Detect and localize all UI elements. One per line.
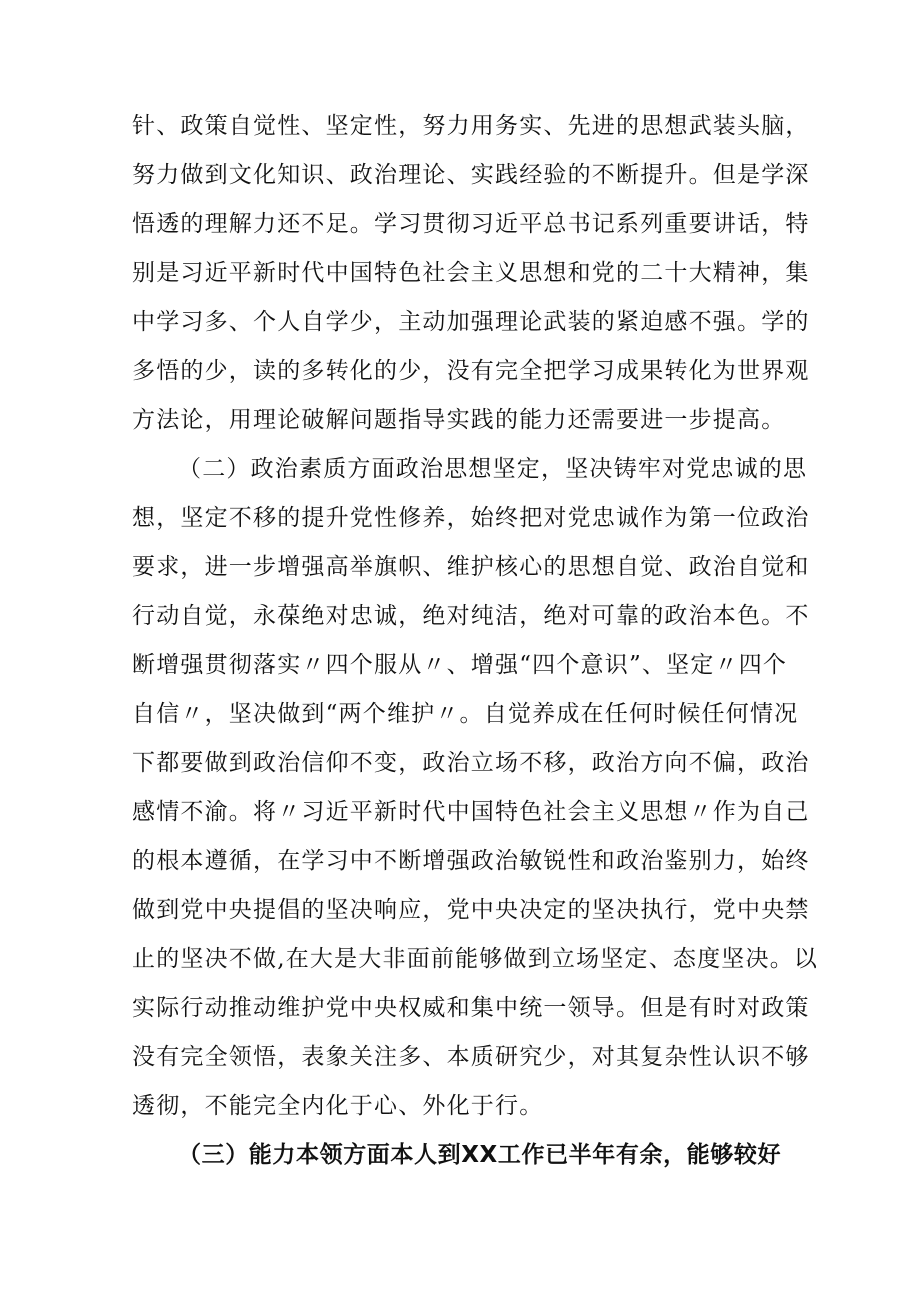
text-line: 没有完全领悟，表象关注多、本质研究少，对其复杂性认识不够	[132, 1044, 810, 1070]
text-line: 方法论，用理论破解问题指导实践的能力还需要进一步提高。	[132, 407, 786, 433]
text-line: 针、政策自觉性、坚定性，努力用务实、先进的思想武装头脑，	[132, 113, 810, 139]
text-line: 下都要做到政治信仰不变，政治立场不移，政治方向不偏，政治	[132, 750, 810, 776]
section-heading-2: （二）政治素质方面政治思想坚定，坚决铸牢对党忠诚的思	[178, 456, 808, 482]
text-line: 断增强贯彻落实〃四个服从〃、增强“四个意识”、坚定〃四个	[132, 652, 788, 678]
text-line: 实际行动推动维护党中央权威和集中统一领导。但是有时对政策	[132, 995, 810, 1021]
text-line: 的根本遵循，在学习中不断增强政治敏锐性和政治鉴别力，始终	[132, 848, 810, 874]
text-line: 行动自觉，永葆绝对忠诚，绝对纯洁，绝对可靠的政治本色。不	[132, 603, 810, 629]
text-line: 止的坚决不做,在大是大非面前能够做到立场坚定、态度坚决。以	[132, 946, 819, 972]
text-line: 别是习近平新时代中国特色社会主义思想和党的二十大精神，集	[132, 260, 810, 286]
text-line: 透彻，不能完全内化于心、外化于行。	[132, 1093, 544, 1119]
text-line: 努力做到文化知识、政治理论、实践经验的不断提升。但是学深	[132, 162, 810, 188]
text-line: 做到党中央提倡的坚决响应，党中央决定的坚决执行，党中央禁	[132, 897, 810, 923]
text-line: 多悟的少，读的多转化的少，没有完全把学习成果转化为世界观	[132, 358, 810, 384]
text-line: 感情不渝。将〃习近平新时代中国特色社会主义思想〃作为自己	[132, 799, 810, 825]
text-line: 自信〃，坚决做到“两个维护〃。自觉养成在任何时候任何情况	[132, 701, 799, 727]
text-line: 想，坚定不移的提升党性修养，始终把对党忠诚作为第一位政治	[132, 505, 810, 531]
section-heading-3: （三）能力本领方面本人到XX工作已半年有余，能够较好	[178, 1142, 782, 1168]
text-line: 要求，进一步增强高举旗帜、维护核心的思想自觉、政治自觉和	[132, 554, 810, 580]
text-line: 中学习多、个人自学少，主动加强理论武装的紧迫感不强。学的	[132, 309, 810, 335]
text-line: 悟透的理解力还不足。学习贯彻习近平总书记系列重要讲话，特	[132, 211, 810, 237]
